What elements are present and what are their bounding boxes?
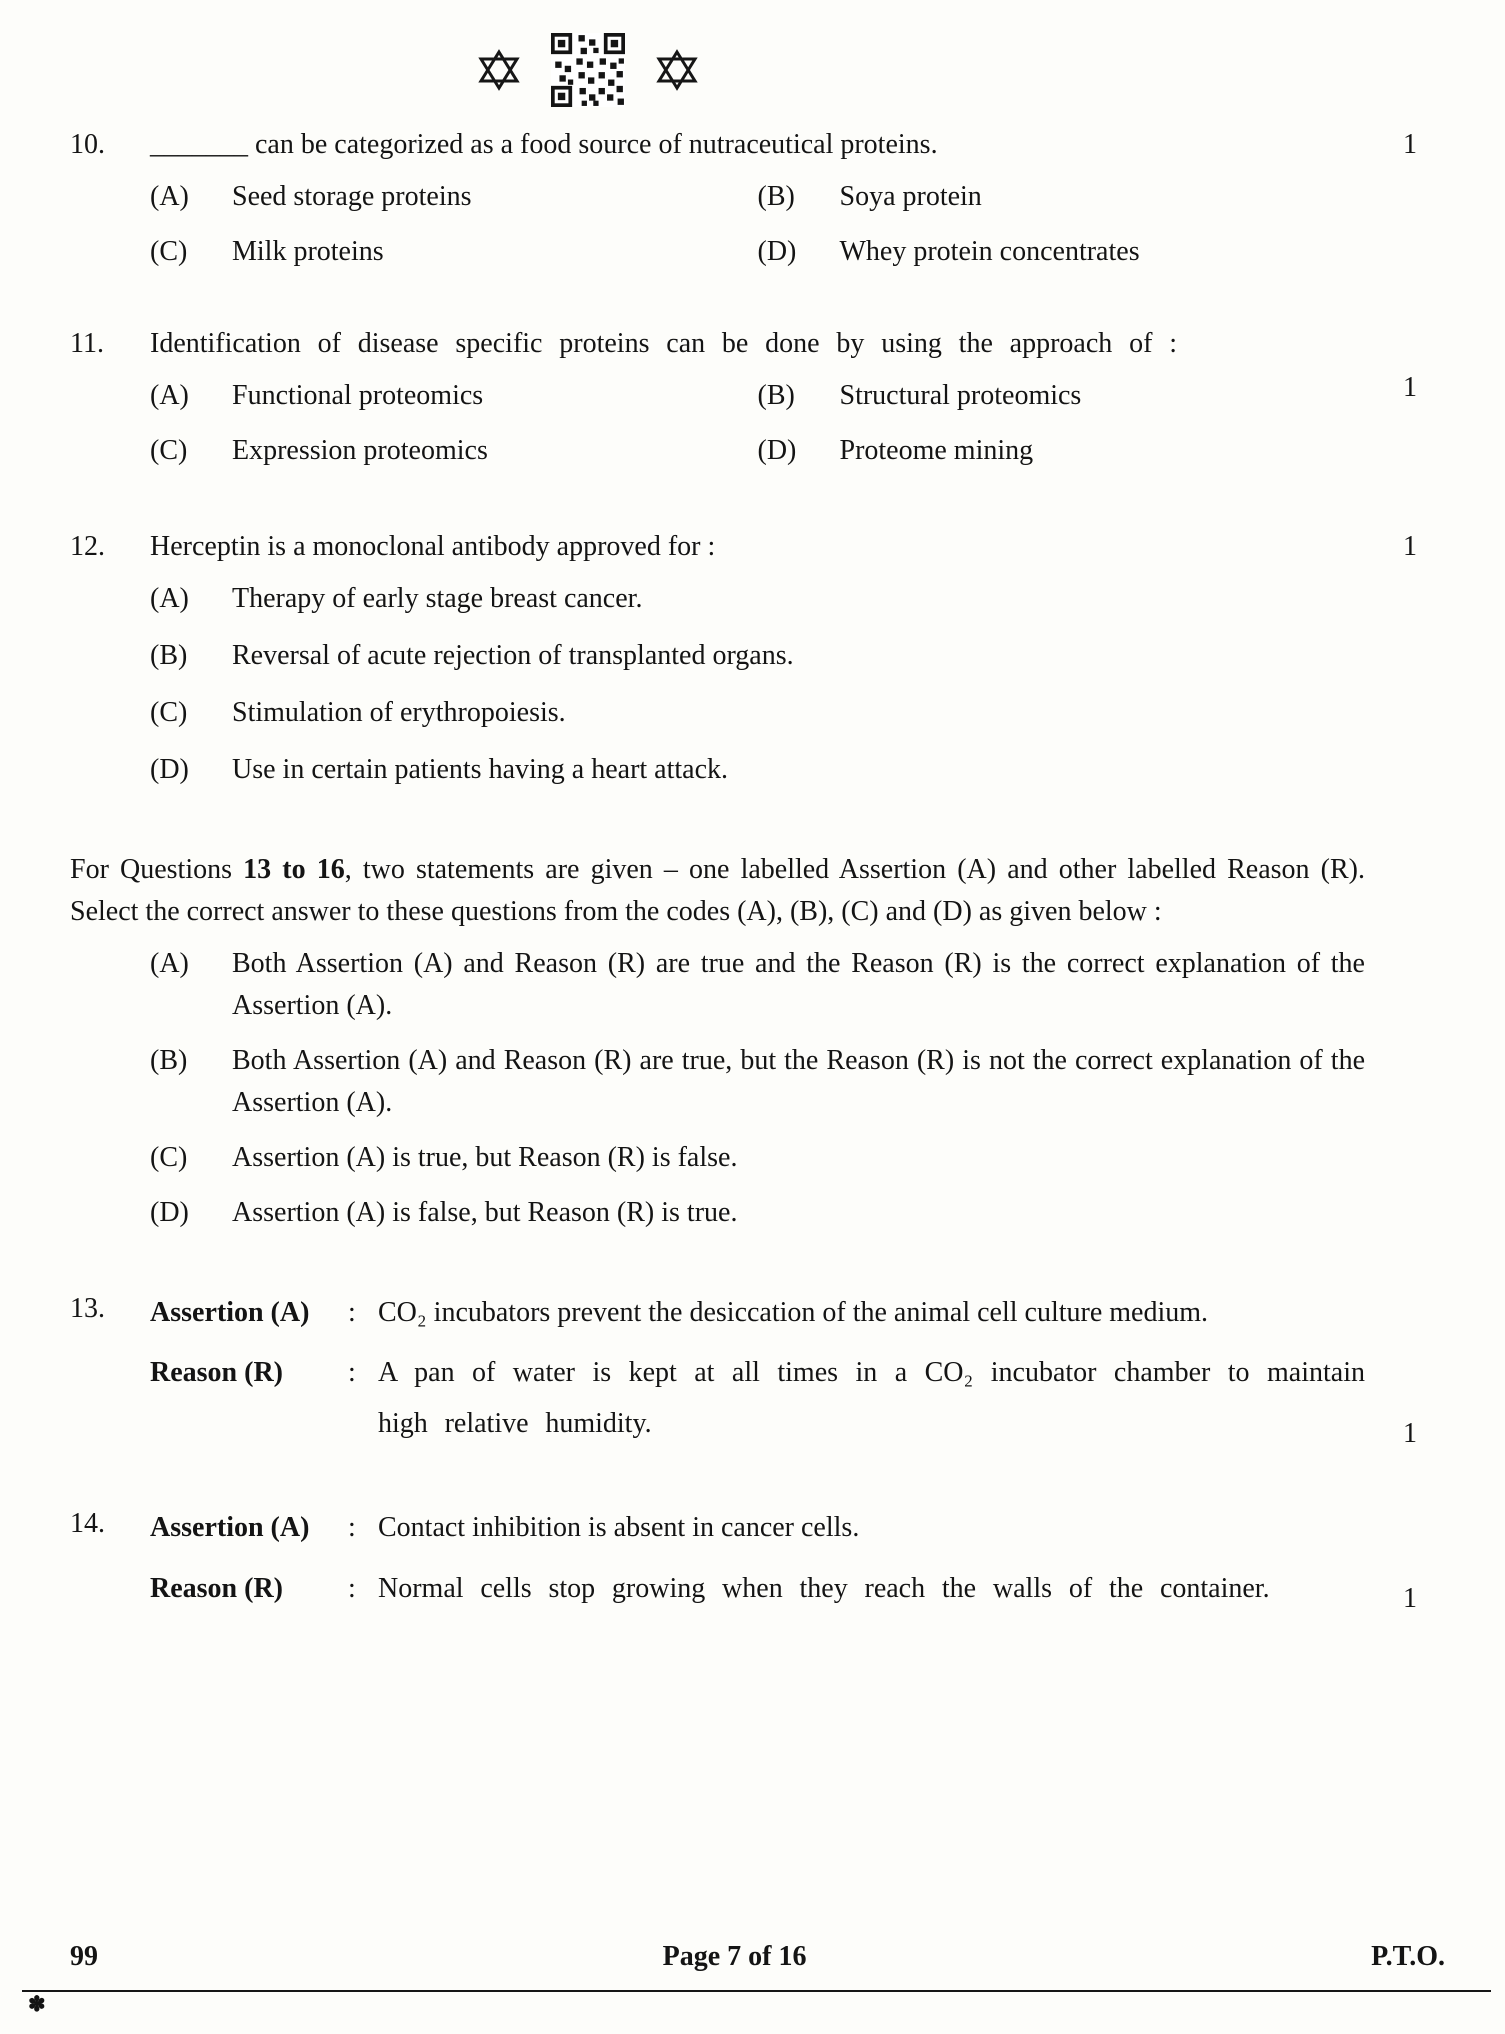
code-c [150,1137,1365,1179]
option-text: Structural proteomics [839,380,1082,411]
page-indicator: Page 7 of 16 [662,1941,807,1972]
question-14 [70,1503,1445,1624]
option-a [150,375,758,417]
code-label: (C) [150,1142,188,1173]
colon-separator: : [348,1297,356,1328]
option-label: (A) [150,380,189,411]
assertion-row [150,1503,1365,1553]
code-label: (A) [150,948,189,979]
reason-text: A pan of water is kept at all times in a CO₂ incubator chamber to maintain high relative humidity. [378,1357,1365,1439]
assertion-label: Assertion (A) [150,1297,310,1328]
option-text: Whey protein concentrates [839,236,1140,267]
footer-divider [22,1990,1491,1992]
assertion-text: CO₂ incubators prevent the desiccation of the animal cell culture medium. [378,1297,1209,1328]
option-label: (C) [150,697,188,728]
option-label: (A) [150,181,189,212]
question-11 [70,323,1445,472]
marks-value: 1 [1403,129,1417,160]
code-label: (B) [150,1045,188,1076]
option-text: Use in certain patients having a heart attack. [232,754,729,785]
reason-text: Normal cells stop growing when they reach the walls of the container. [378,1572,1270,1604]
option-c [150,231,758,273]
option-label: (C) [150,435,188,466]
instructions-range: 13 to 16 [243,854,345,885]
code-b [150,1040,1365,1124]
question-text: Herceptin is a monoclonal antibody approved for : [150,531,716,562]
question-number: 12. [70,531,105,562]
option-c [150,692,1365,734]
paper-code: 99 [70,1941,98,1972]
option-text: Therapy of early stage breast cancer. [232,583,643,614]
reason-row [150,1348,1365,1449]
marks-value: 1 [1403,531,1417,562]
options-grid [150,176,1365,273]
hexagram-star-icon-left [477,48,521,92]
reason-label: Reason (R) [150,1357,283,1389]
option-label: (B) [757,380,795,411]
colon-separator: : [348,1357,356,1389]
option-text: Expression proteomics [232,435,488,466]
option-label: (D) [150,754,189,785]
answer-codes-list [150,943,1365,1234]
code-a [150,943,1365,1027]
colon-separator: : [348,1512,356,1544]
option-text: Functional proteomics [232,380,484,411]
header-symbols [477,28,699,112]
flower-icon: ✽ [28,1991,46,2016]
option-label: (A) [150,583,189,614]
page-footer [70,1936,1445,1978]
reason-row [150,1564,1365,1614]
assertion-label: Assertion (A) [150,1512,310,1544]
instructions-text [70,849,1365,933]
qr-code [551,33,625,107]
option-label: (B) [150,640,188,671]
question-number: 14. [70,1508,105,1540]
option-a [150,176,758,218]
option-label: (C) [150,236,188,267]
code-text: Both Assertion (A) and Reason (R) are true, but the Reason (R) is not the correct explanation of the Assertion (A). [232,1045,1365,1118]
pto-label: P.T.O. [1371,1941,1445,1972]
assertion-reason-instructions [70,849,1445,1234]
option-label: (D) [757,435,797,466]
option-text: Reversal of acute rejection of transplanted organs. [232,640,794,671]
option-text: Seed storage proteins [232,181,472,212]
marks-value: 1 [1403,1418,1417,1450]
marks-value: 1 [1403,372,1417,403]
option-c [150,430,758,472]
option-text: Milk proteins [232,236,384,267]
instructions-rest: , two statements are given – one labelled Assertion (A) and other labelled Reason (R). Select the correct answer to these questions from the codes (A), (B), (C) and (D) as given below : [70,854,1366,927]
option-d [150,749,1365,791]
question-number: 11. [70,328,104,359]
option-text: Soya protein [839,181,982,212]
question-text: Identification of disease specific proteins can be done by using the approach of : [150,328,1177,359]
assertion-row [150,1288,1365,1338]
option-d [758,430,1366,472]
assertion-text: Contact inhibition is absent in cancer cells. [378,1512,860,1544]
hexagram-star-icon-right [655,48,699,92]
question-number: 10. [70,129,105,160]
code-text: Assertion (A) is false, but Reason (R) is true. [232,1197,738,1228]
option-b [758,375,1366,417]
option-b [758,176,1366,218]
question-10 [70,124,1445,273]
code-text: Both Assertion (A) and Reason (R) are true and the Reason (R) is the correct explanation of the Assertion (A). [232,948,1365,1021]
option-b [150,635,1365,677]
reason-label: Reason (R) [150,1572,283,1604]
option-d [758,231,1366,273]
code-label: (D) [150,1197,189,1228]
code-text: Assertion (A) is true, but Reason (R) is false. [232,1142,738,1173]
option-label: (D) [757,236,797,267]
option-text: Proteome mining [839,435,1034,466]
colon-separator: : [348,1572,356,1604]
question-number: 13. [70,1293,105,1324]
question-13 [70,1288,1445,1459]
options-list [150,578,1365,791]
question-text: _______ can be categorized as a food source of nutraceutical proteins. [150,129,938,160]
code-d [150,1192,1365,1234]
question-12 [70,526,1445,791]
options-grid [150,375,1365,472]
option-a [150,578,1365,620]
option-text: Stimulation of erythropoiesis. [232,697,566,728]
option-label: (B) [757,181,795,212]
instructions-prefix: For Questions [70,854,244,885]
marks-value: 1 [1403,1582,1417,1614]
